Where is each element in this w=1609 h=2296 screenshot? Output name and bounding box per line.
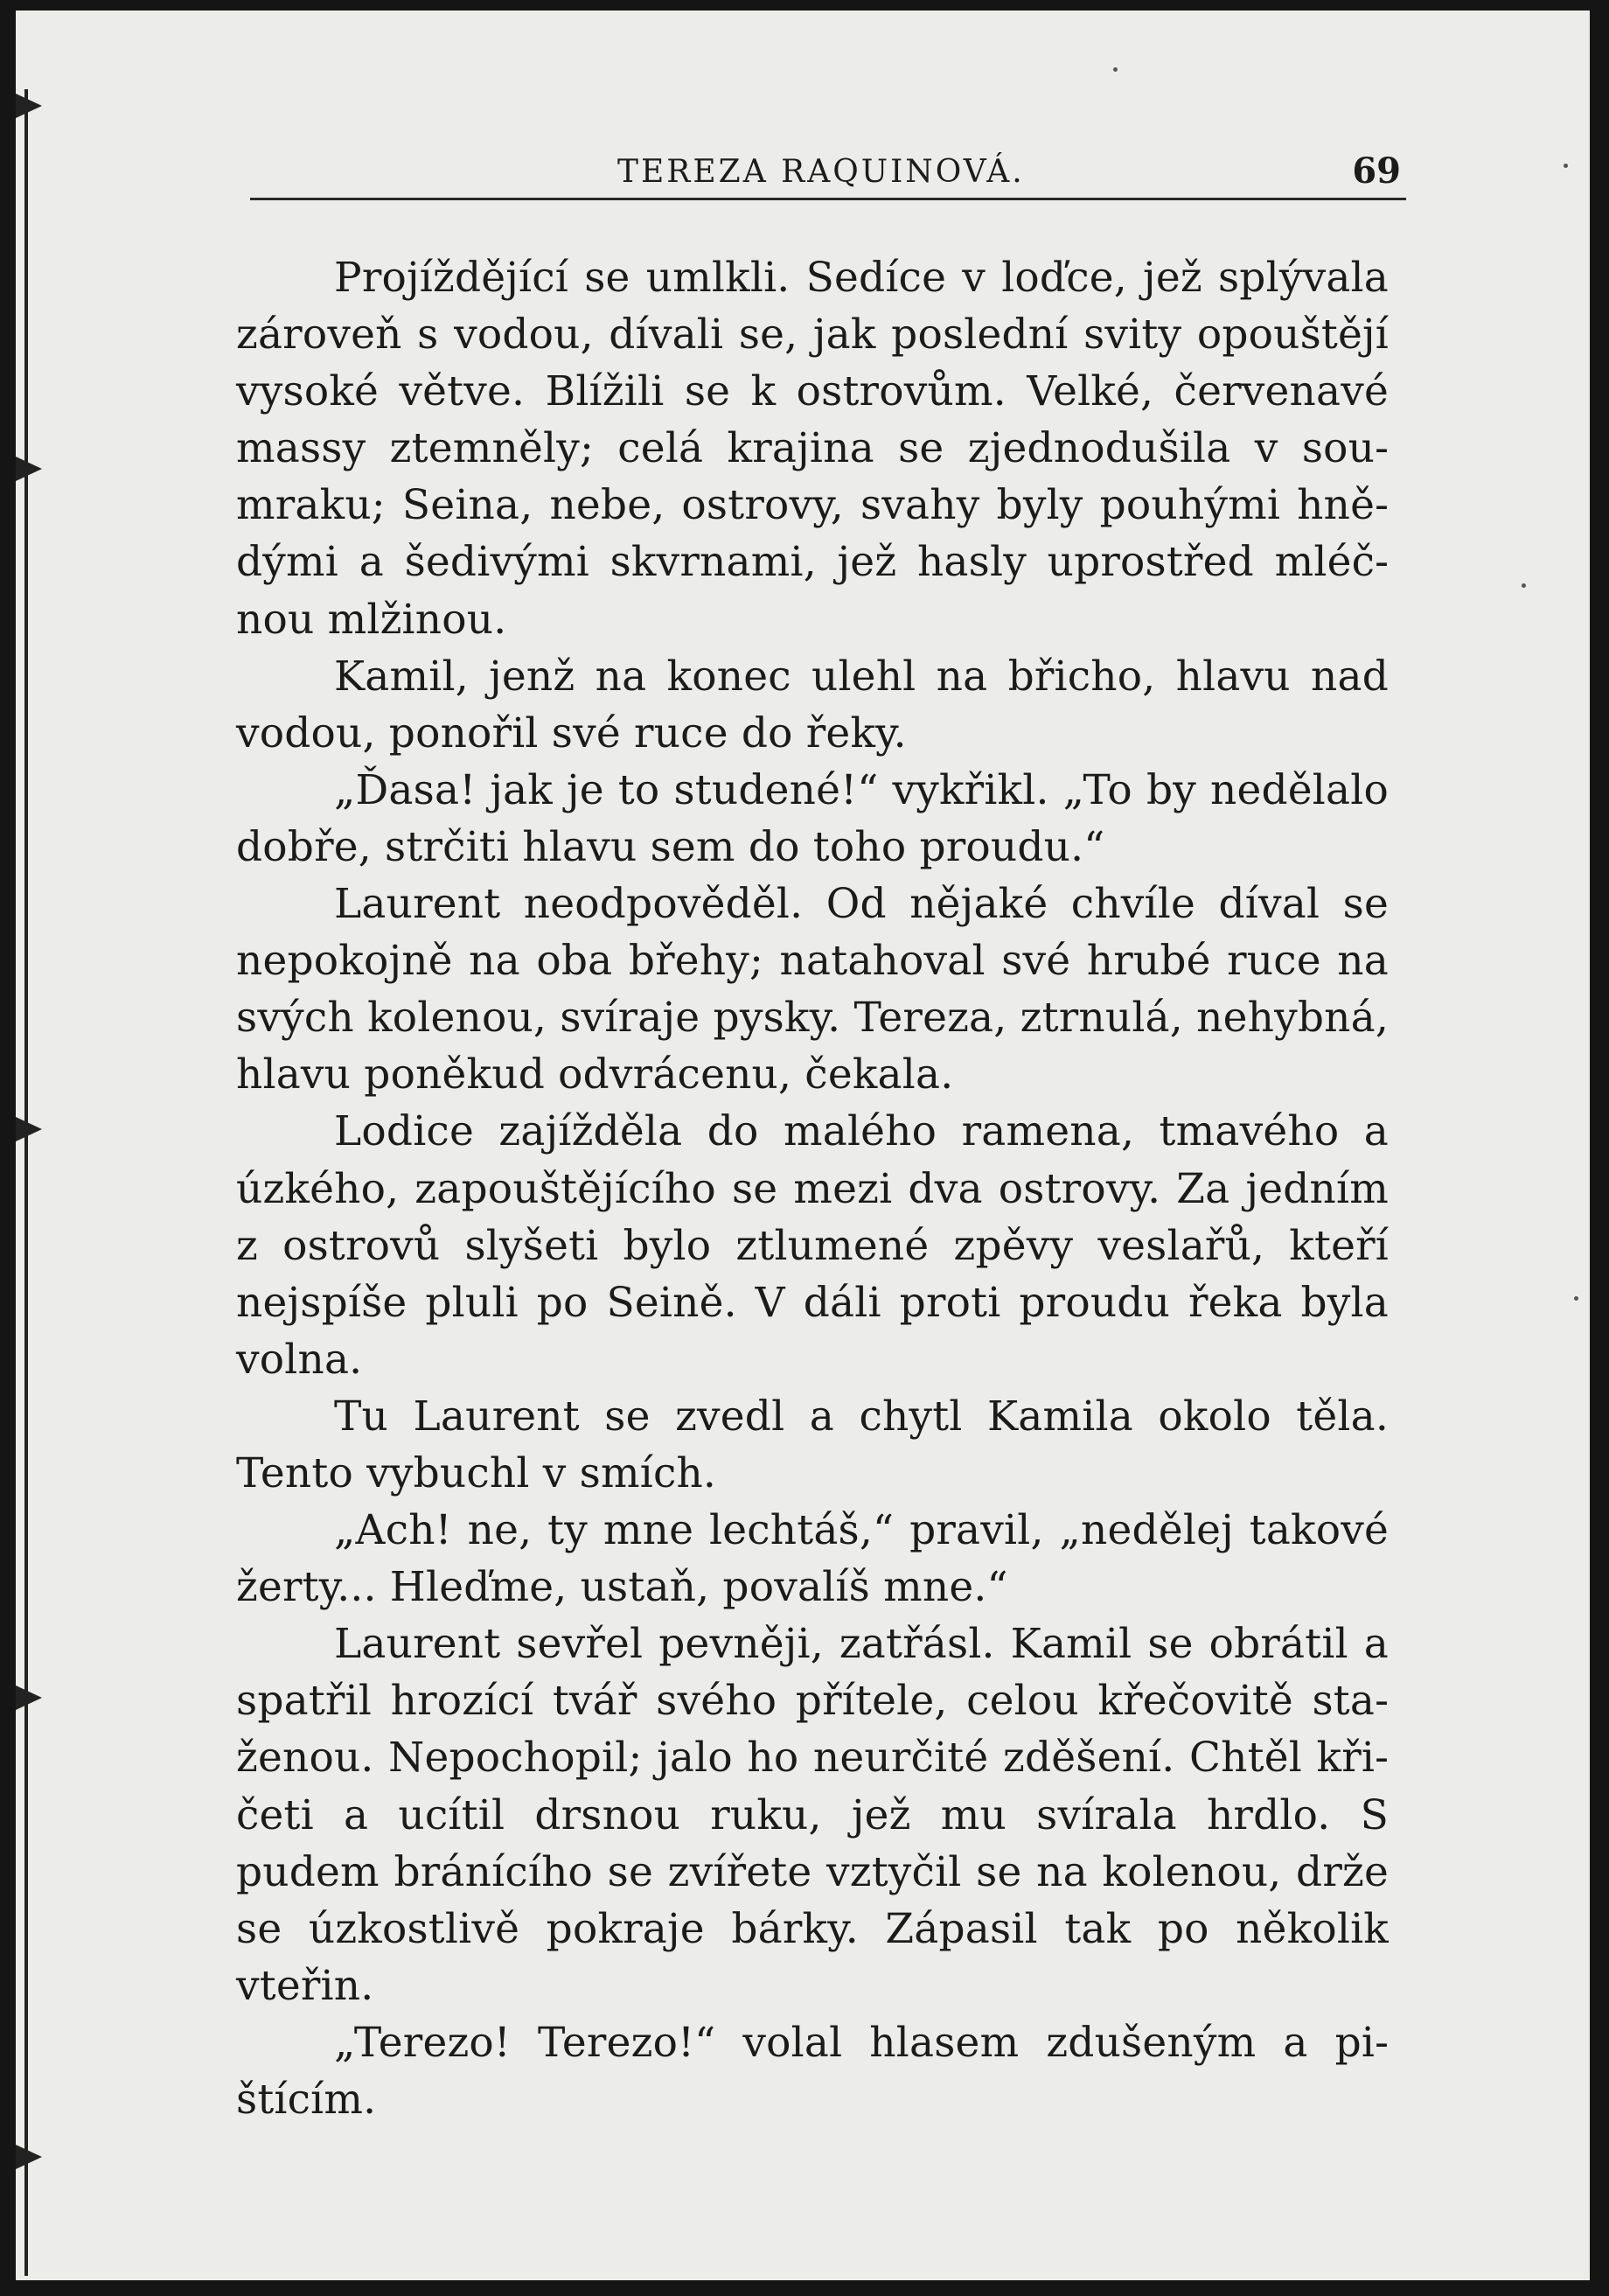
paragraph: Tu Laurent se zvedl a chytl Kamila okolo těla. Tento vybuchl v smích.: [236, 1392, 1389, 1497]
paragraph: Laurent sevřel pevněji, zatřásl. Kamil se obrátil a spatřil hrozící tvář svého přítele, celou křečovitě staženou. Nepochopil; jalo ho neurčité zděšení. Chtěl křičeti a ucítil drsnou ruku, jež mu svírala hrdlo. S pudem bránícího se zvířete vztyčil se na kolenou, drže se úzkostlivě pokraje bárky. Zápasil tak po několik vteřin.: [236, 1620, 1389, 2010]
paper-speck: [1522, 583, 1526, 588]
running-title: TEREZA RAQUINOVÁ.: [617, 154, 1025, 190]
paragraph: Kamil, jenž na konec ulehl na břicho, hlavu nad vodou, ponořil své ruce do řeky.: [236, 652, 1389, 757]
binding-mark: [16, 457, 42, 481]
running-head: [250, 142, 1406, 200]
paragraph: „Terezo! Terezo!“ volal hlasem zdušeným a pištícím.: [236, 2018, 1389, 2124]
binding-mark: [16, 1685, 42, 1710]
page-number: 69: [1352, 150, 1401, 192]
binding-mark: [16, 94, 42, 118]
paper-speck: [1574, 1296, 1578, 1301]
paragraph: „Ďasa! jak je to studené!“ vykřikl. „To by nedělalo dobře, strčiti hlavu sem do toho proudu.“: [236, 765, 1389, 871]
body-text: [236, 249, 1389, 2128]
paper-speck: [1564, 164, 1568, 168]
paragraph: Projíždějící se umlkli. Sedíce v loďce, jež splývala zároveň s vodou, dívali se, jak poslední svity opouštějí vysoké větve. Blížili se k ostrovům. Velké, červenavé massy ztemněly; celá krajina se zjednodušila v soumraku; Seina, nebe, ostrovy, svahy byly pouhými hnědými a šedivými skvrnami, jež hasly uprostřed mléčnou mlžinou.: [236, 254, 1389, 644]
binding-mark: [16, 1117, 42, 1141]
paragraph: Lodice zajížděla do malého ramena, tmavého a úzkého, zapouštějícího se mezi dva ostrovy. Za jedním z ostrovů slyšeti bylo ztlumené zpěvy veslařů, kteří nejspíše pluli po Seině. V dáli proti proudu řeka byla volna.: [236, 1107, 1389, 1384]
paper-speck: [1113, 67, 1118, 72]
binding-mark: [16, 2145, 42, 2169]
paragraph: „Ach! ne, ty mne lechtáš,“ pravil, „nedělej takové žerty... Hleďme, ustaň, povalíš mne.“: [236, 1506, 1389, 1612]
paragraph: Laurent neodpověděl. Od nějaké chvíle díval se nepokojně na oba břehy; natahoval své hrubé ruce na svých kolenou, svíraje pysky. Tereza, ztrnulá, nehybná, hlavu poněkud odvrácenu, čekala.: [236, 880, 1389, 1099]
binding-edge: [24, 89, 28, 2276]
